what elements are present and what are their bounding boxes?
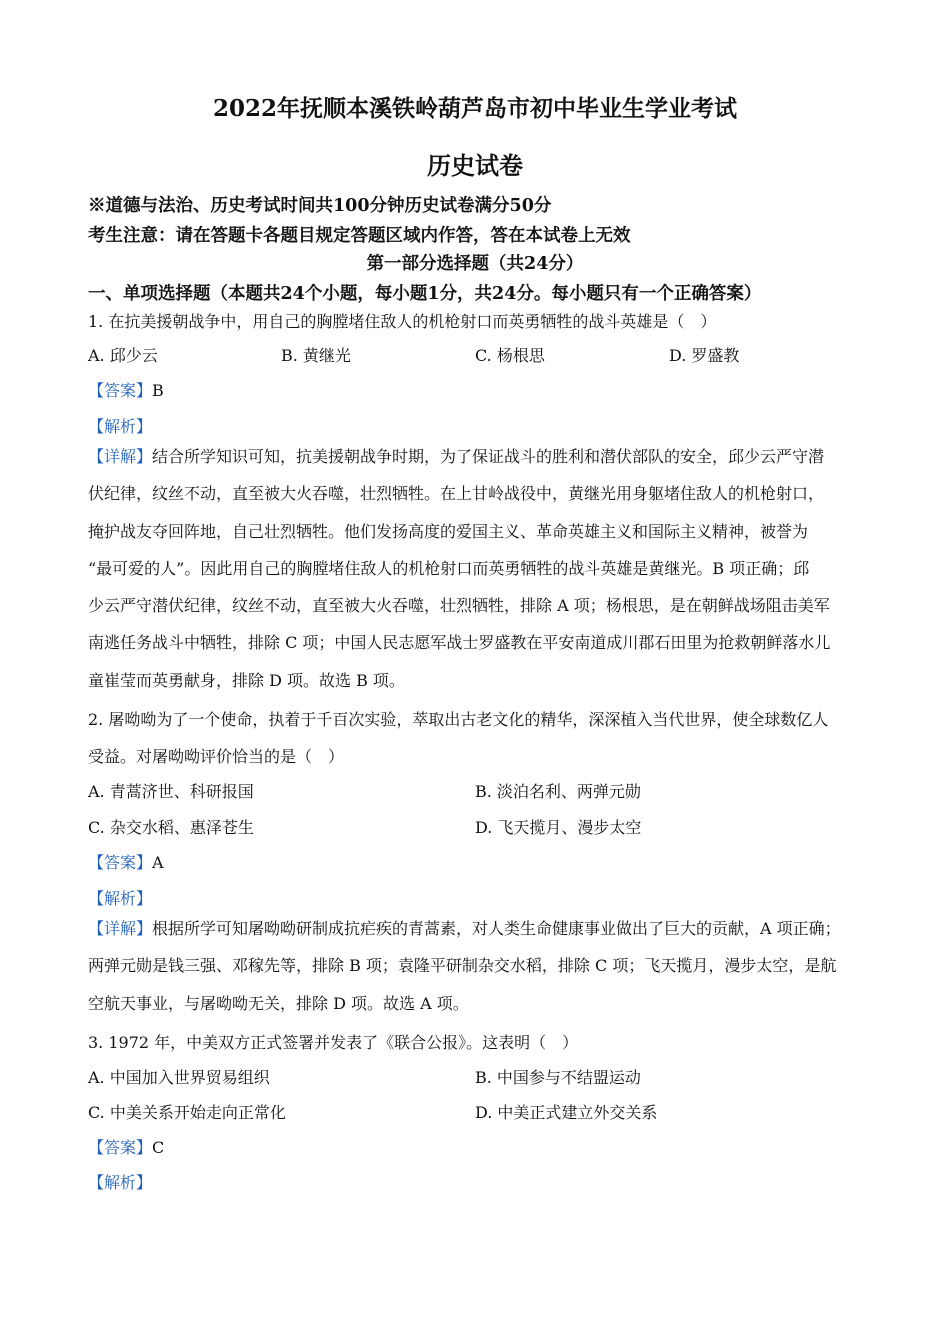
exam-time-note: ※道德与法治、历史考试时间共100分钟历史试卷满分50分 [88,196,552,216]
part-one-heading: 第一部分选择题（共24分） [366,254,584,274]
question-1-option-d: D. 罗盛教 [669,346,740,365]
question-2-option-a: A. 青蒿济世、科研报国 [88,782,254,801]
question-3-answer [88,1135,164,1158]
detail-line: 【详解】结合所学知识可知，抗美援朝战争时期，为了保证战斗的胜利和潜伏部队的安全，邱少云严守潜 [88,447,825,466]
question-2-option-d: D. 飞天揽月、漫步太空 [475,818,642,837]
question-3-option-d: D. 中美正式建立外交关系 [475,1103,658,1122]
answer-label: 【答案】 [88,381,153,400]
detail-line: 少云严守潜伏纪律，纹丝不动，直至被大火吞噬，壮烈牺牲，排除 A 项；杨根思，是在朝鲜战场阻击美军 [88,596,830,616]
detail-line: 空航天事业，与屠呦呦无关，排除 D 项。故选 A 项。 [88,993,469,1013]
answer-label: 【答案】 [88,853,153,872]
answer-label: 【答案】 [88,1138,153,1157]
section-one-heading: 一、单项选择题（本题共24个小题，每小题1分，共24分。每小题只有一个正确答案） [88,284,762,304]
question-3-option-c: C. 中美关系开始走向正常化 [88,1103,286,1122]
question-2-analysis-label: 【解析】 [88,889,153,908]
detail-line: 南逃任务战斗中牺牲，排除 C 项；中国人民志愿军战士罗盛教在平安南道成川郡石田里为抢救朝鲜落水儿 [88,633,831,653]
question-1-option-c: C. 杨根思 [475,346,545,365]
exam-subtitle: 历史试卷 [427,151,523,180]
question-1-detail [88,438,864,699]
question-2-stem-line-2: 受益。对屠呦呦评价恰当的是（ ） [88,747,345,766]
question-3-option-b: B. 中国参与不结盟运动 [475,1068,641,1087]
answer-value: B [152,381,164,400]
question-1-option-a: A. 邱少云 [88,346,158,365]
detail-line: 伏纪律，纹丝不动，直至被大火吞噬，壮烈牺牲。在上甘岭战役中，黄继光用身躯堵住敌人的机枪射口， [88,484,825,504]
detail-line: 童崔莹而英勇献身，排除 D 项。故选 B 项。 [88,670,405,690]
detail-line: 两弹元勋是钱三强、邓稼先等，排除 B 项；袁隆平研制杂交水稻，排除 C 项；飞天揽月，漫步太空，是航 [88,956,837,976]
answer-value: A [152,853,164,872]
detail-line: 掩护战友夺回阵地，自己壮烈牺牲。他们发扬高度的爱国主义、革命英雄主义和国际主义精神，被誉为 [88,521,809,541]
detail-line: “最可爱的人”。因此用自己的胸膛堵住敌人的机枪射口而英勇牺牲的战斗英雄是黄继光。B 项正确；邱 [88,558,810,578]
question-3-stem: 3. 1972 年，中美双方正式签署并发表了《联合公报》。这表明（ ） [88,1033,579,1052]
question-2-option-c: C. 杂交水稻、惠泽苍生 [88,818,254,837]
detail-label: 【详解】 [88,447,153,466]
question-2-detail [88,910,864,1022]
question-3-option-a: A. 中国加入世界贸易组织 [88,1068,270,1087]
exam-attention-note: 考生注意：请在答题卡各题目规定答题区域内作答，答在本试卷上无效 [88,226,631,246]
exam-title: 2022年抚顺本溪铁岭葫芦岛市初中毕业生学业考试 [212,95,737,122]
detail-line: 【详解】根据所学可知屠呦呦研制成抗疟疾的青蒿素，对人类生命健康事业做出了巨大的贡献，A 项正确； [88,919,841,938]
question-2-option-b: B. 淡泊名利、两弹元勋 [475,782,641,801]
question-1-answer [88,378,164,401]
question-3-analysis-label: 【解析】 [88,1173,153,1192]
question-1-stem: 1. 在抗美援朝战争中，用自己的胸膛堵住敌人的机枪射口而英勇牺牲的战斗英雄是（ ） [88,312,717,331]
question-2-stem-line-1: 2. 屠呦呦为了一个使命，执着于千百次实验，萃取出古老文化的精华，深深植入当代世界，使全球数亿人 [88,710,829,729]
question-2-answer [88,850,164,873]
question-1-analysis-label: 【解析】 [88,417,153,436]
detail-label: 【详解】 [88,919,153,938]
answer-value: C [152,1138,165,1157]
question-1-option-b: B. 黄继光 [281,346,351,365]
